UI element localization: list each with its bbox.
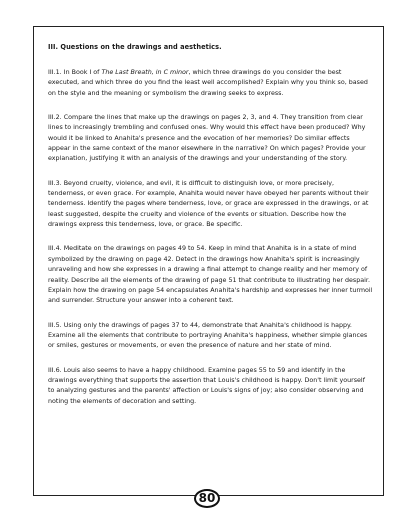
question-text: III.1. In Book I of [48,69,102,76]
question-iii-4: III.4. Meditate on the drawings on pages 49 to 54. Keep in mind that Anahita is in a state of mind symbolized by the drawing on page 42. Detect in the drawings how Anahita's spirit is increasingly unraveling and how she expresses in a drawing a final attempt to change reality and her memory of reality. Describe all the elements of the drawing of page 51 that contribute to illustrating her despair. Explain how the drawing on page 54 encapsulates Anahita's hardship and expresses her inner turmoil and surrender. Structure your answer into a coherent text. [48,245,373,305]
question-iii-3: III.3. Beyond cruelty, violence, and evil, it is difficult to distinguish love, or more precisely, tenderness, or even grace. For example, Anahita would never have obeyed her parents without their tenderness. Identify the pages where tenderness, love, or grace are expressed in the drawings, or at least suggested, despite the cruelty and violence of the events or situation. Describe how the drawings express this tenderness, love, or grace. Be specific. [48,179,369,229]
question-iii-1 [48,68,373,99]
question-iii-2: III.2. Compare the lines that make up the drawings on pages 2, 3, and 4. They transition from clear lines to increasingly trembling and confused ones. Why would this effect have been produced? Why would it be linked to Anahita's presence and the evocation of her memories? Do similar effects appear in the same context of the manor elsewhere in the narrative? On which pages? Provide your explanation, justifying it with an analysis of the drawings and your understanding of the story. [48,114,366,163]
section-title: III. Questions on the drawings and aesthetics. [48,43,222,51]
book-title: The Last Breath, in C minor [101,69,189,76]
question-text-continued: , which three drawings do you consider the best executed, and which three do you find the least well accomplished? Explain why you think so, based on the style and the meaning or symbolism the drawing seeks to express. [48,69,368,97]
question-iii-6: III.6. Louis also seems to have a happy childhood. Examine pages 55 to 59 and identify in the drawings everything that supports the assertion that Louis's childhood is happy. Don't limit yourself to analyzing gestures and the parents' affection or Louis's signs of joy; also consider observing and noting the elements of decoration and setting. [48,366,365,405]
document-body [48,43,373,421]
page-number-badge: 80 [194,489,220,508]
question-iii-5: III.5. Using only the drawings of pages 37 to 44, demonstrate that Anahita's childhood is happy. Examine all the elements that contribute to portraying Anahita's happiness, whether simple glances or smiles, gestures or movements, or even the presence of nature and her state of mind. [48,321,368,350]
